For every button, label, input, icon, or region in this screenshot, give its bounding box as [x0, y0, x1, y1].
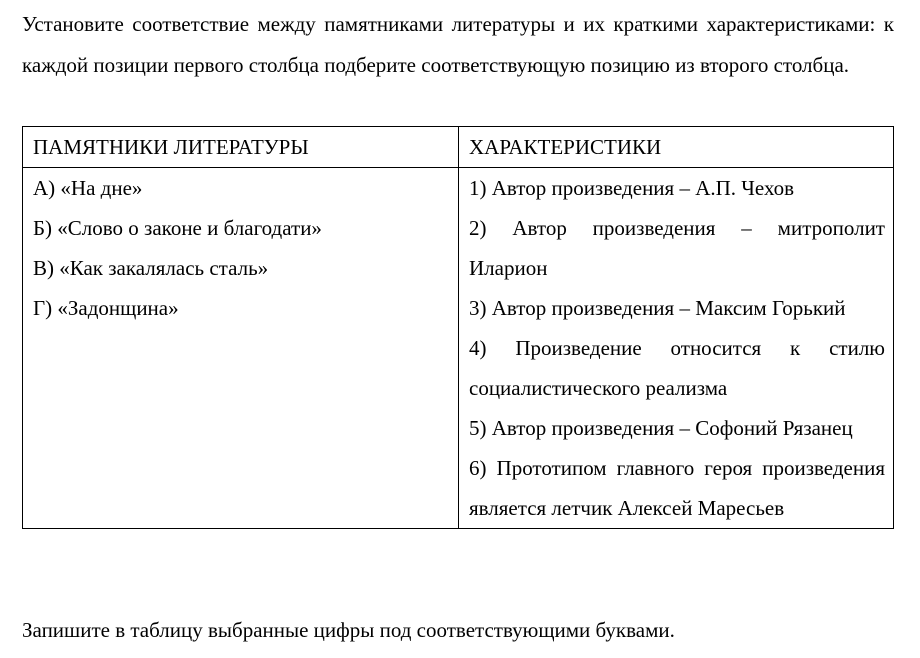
- characteristic-item-4: 4) Произведение относится к стилю социалистического реализма: [469, 336, 885, 400]
- matching-table: [22, 126, 894, 529]
- characteristics-cell: [459, 168, 894, 529]
- task-instruction: Установите соответствие между памятниками литературы и их краткими характеристиками: к каждой позиции первого столбца подберите соответствующую позицию из второго столбца.: [22, 12, 894, 77]
- characteristic-item-5: 5) Автор произведения – Софоний Рязанец: [469, 416, 853, 440]
- monuments-cell: [23, 168, 459, 529]
- characteristic-item-2: 2) Автор произведения – митрополит Иларион: [469, 216, 885, 280]
- table-body-row: [23, 168, 894, 529]
- header-characteristics: ХАРАКТЕРИСТИКИ: [459, 127, 894, 168]
- answer-instruction: Запишите в таблицу выбранные цифры под соответствующими буквами.: [22, 618, 675, 642]
- characteristic-item-1: 1) Автор произведения – А.П. Чехов: [469, 176, 795, 200]
- monument-item-b: Б) «Слово о законе и благодати»: [33, 216, 322, 240]
- table-header-row: [23, 127, 894, 168]
- monument-item-a: А) «На дне»: [33, 176, 143, 200]
- characteristics-list: [469, 168, 885, 528]
- monument-item-g: Г) «Задонщина»: [33, 296, 179, 320]
- monument-item-v: В) «Как закалялась сталь»: [33, 256, 269, 280]
- header-monuments: ПАМЯТНИКИ ЛИТЕРАТУРЫ: [23, 127, 459, 168]
- characteristic-item-6: 6) Прототипом главного героя произведения является летчик Алексей Маресьев: [469, 456, 885, 520]
- characteristic-item-3: 3) Автор произведения – Максим Горький: [469, 296, 846, 320]
- monuments-list: [33, 168, 450, 328]
